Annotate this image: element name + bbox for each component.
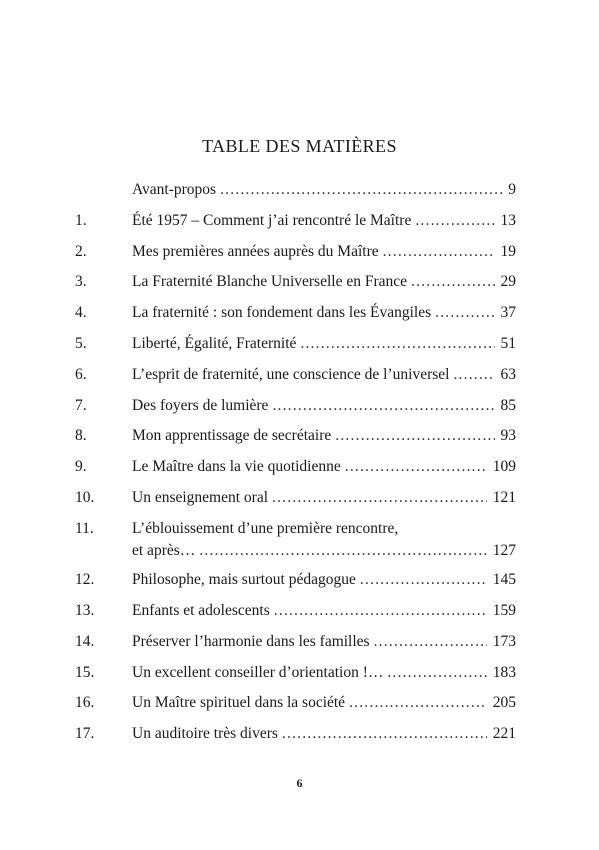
entry-title: Préserver l’harmonie dans les familles [132, 632, 370, 650]
entry-number: 5. [75, 334, 87, 352]
toc-entry [0, 601, 599, 632]
toc-entry [0, 334, 599, 365]
entry-page: 13 [500, 211, 516, 229]
entry-page: 109 [492, 458, 516, 476]
entry-page: 159 [492, 602, 516, 620]
entry-number: 11. [75, 519, 94, 537]
entry-number: 7. [75, 396, 87, 414]
entry-number: 12. [75, 571, 95, 589]
dot-leader [335, 426, 494, 446]
entry-title: Enfants et adolescents [132, 602, 270, 620]
entry-title: Un excellent conseiller d’orientation !… [132, 663, 384, 681]
dot-leader [374, 632, 487, 652]
toc-entry [0, 632, 599, 663]
entry-title: Un enseignement oral [132, 488, 269, 506]
entry-number: 8. [75, 427, 87, 445]
toc-entry [0, 457, 599, 488]
dot-leader [415, 211, 494, 231]
dot-leader [345, 457, 487, 477]
entry-title: Mes premières années auprès du Maître [132, 242, 379, 260]
entry-page: 183 [492, 663, 516, 681]
entry-title: Mon apprentissage de secrétaire [132, 427, 332, 445]
entry-page: 37 [500, 304, 516, 322]
dot-leader [349, 693, 487, 713]
entry-page: 29 [500, 273, 516, 291]
entry-title-continued: et après… [132, 541, 196, 559]
entry-page: 9 [508, 181, 516, 198]
toc-entry [0, 211, 599, 242]
entry-page: 205 [492, 694, 516, 712]
entry-page: 63 [500, 365, 516, 383]
entry-page: 19 [500, 242, 516, 260]
entry-title: Été 1957 – Comment j’ai rencontré le Maître [132, 211, 412, 229]
toc-entry [0, 519, 599, 571]
dot-leader [199, 541, 486, 561]
entry-number: 9. [75, 458, 87, 476]
dot-leader [435, 303, 494, 323]
dot-leader [387, 663, 486, 683]
table-of-contents [0, 180, 599, 755]
entry-number: 16. [75, 694, 95, 712]
entry-page: 127 [492, 541, 516, 559]
page-title: TABLE DES MATIÈRES [202, 136, 397, 156]
entry-title: L’éblouissement d’une première rencontre, [132, 519, 399, 537]
entry-title: Un auditoire très divers [132, 725, 278, 743]
entry-page: 221 [492, 725, 516, 743]
toc-entry [0, 365, 599, 396]
entry-page: 173 [492, 632, 516, 650]
entry-title: L’esprit de fraternité, une conscience de l’universel [132, 365, 450, 383]
toc-entry [0, 693, 599, 724]
entry-title: La Fraternité Blanche Universelle en France [132, 273, 408, 291]
entry-title: Des foyers de lumière [132, 396, 269, 414]
entry-title: Le Maître dans la vie quotidienne [132, 458, 341, 476]
dot-leader [360, 570, 487, 590]
dot-leader [274, 601, 487, 621]
entry-title: Liberté, Égalité, Fraternité [132, 334, 297, 352]
entry-title: Avant-propos [132, 181, 217, 198]
dot-leader [272, 396, 494, 416]
page-number: 6 [296, 776, 303, 790]
entry-page: 85 [500, 396, 516, 414]
dot-leader [282, 724, 487, 744]
entry-page: 93 [500, 427, 516, 445]
entry-number: 17. [75, 725, 95, 743]
dot-leader [272, 488, 487, 508]
toc-entry [0, 396, 599, 427]
entry-number: 15. [75, 663, 95, 681]
dot-leader [453, 365, 494, 385]
toc-entry [0, 663, 599, 694]
entry-page: 51 [500, 334, 516, 352]
entry-title: Philosophe, mais surtout pédagogue [132, 571, 356, 589]
entry-number: 14. [75, 632, 95, 650]
toc-entry [0, 724, 599, 755]
toc-entry [0, 242, 599, 273]
toc-entry [0, 426, 599, 457]
entry-number: 6. [75, 365, 87, 383]
entry-page: 121 [492, 488, 516, 506]
dot-leader [383, 242, 495, 262]
dot-leader [411, 272, 494, 292]
entry-page: 145 [492, 571, 516, 589]
entry-number: 4. [75, 304, 87, 322]
entry-number: 1. [75, 211, 87, 229]
toc-entry [0, 570, 599, 601]
entry-title: Un Maître spirituel dans la société [132, 694, 346, 712]
entry-title: La fraternité : son fondement dans les Évangiles [132, 304, 432, 322]
toc-entry [0, 180, 599, 211]
toc-entry [0, 488, 599, 519]
entry-number: 13. [75, 602, 95, 620]
entry-number: 3. [75, 273, 87, 291]
dot-leader [220, 180, 502, 200]
toc-entry [0, 303, 599, 334]
entry-number: 2. [75, 242, 87, 260]
toc-entry [0, 272, 599, 303]
dot-leader [300, 334, 494, 354]
entry-number: 10. [75, 488, 95, 506]
